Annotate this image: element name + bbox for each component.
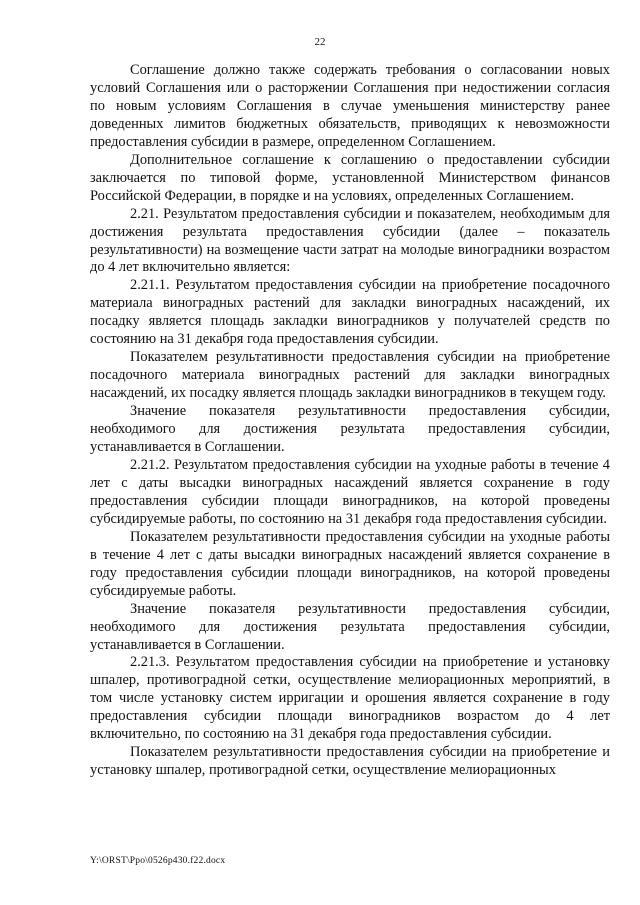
paragraph-indicator-care-works: Показателем результативности предоставления субсидии на уходные работы в течение 4 лет с даты высадки виноградных насаждений является сохранение в году предоставления субсидии площади виноградников, на которой проведены субсидируемые работы. [90,528,610,599]
paragraph-indicator-trellis: Показателем результативности предоставления субсидии на приобретение и установку шпалер, противоградной сетки, осуществление мелиорационных [90,744,610,779]
paragraph-2-21-1: 2.21.1. Результатом предоставления субсидии на приобретение посадочного материала виноградных растений для закладки виноградных насаждений, их посадку является площадь закладки виноградников у получателей средств по состоянию на 31 декабря года предоставления субсидии. [90,277,610,348]
document-body [90,62,610,780]
paragraph-indicator-planting: Показателем результативности предоставления субсидии на приобретение посадочного материала виноградных растений для закладки виноградных насаждений, их посадку является площадь закладки виноградников в текущем году. [90,349,610,402]
footer-file-path: Y:\ORST\Ppo\0526p430.f22.docx [90,856,226,866]
page-number: 22 [314,36,326,48]
paragraph-indicator-value-1: Значение показателя результативности предоставления субсидии, необходимого для достижения результата предоставления субсидии, устанавливается в Соглашении. [90,403,610,456]
paragraph-supplementary-agreement: Дополнительное соглашение к соглашению о предоставлении субсидии заключается по типовой форме, установленной Министерством финансов Российской Федерации, в порядке и на условиях, определенных Соглашением. [90,151,610,204]
paragraph-agreement-terms: Соглашение должно также содержать требования о согласовании новых условий Соглашения или о расторжении Соглашения при недостижении согласия по новым условиям Соглашения в случае уменьшения министерству ранее доведенных лимитов бюджетных обязательств, приводящих к невозможности предоставления субсидии в размере, определенном Соглашением. [90,62,610,150]
paragraph-2-21-2: 2.21.2. Результатом предоставления субсидии на уходные работы в течение 4 лет с даты высадки виноградных насаждений является сохранение в году предоставления субсидии площади виноградников, на которой проведены субсидируемые работы, по состоянию на 31 декабря года предоставления субсидии. [90,456,610,527]
paragraph-2-21-3: 2.21.3. Результатом предоставления субсидии на приобретение и установку шпалер, противоградной сетки, осуществление мелиорационных мероприятий, в том числе установку систем ирригации и орошения является сохранение в году предоставления субсидии площади виноградников возрастом до 4 лет включительно, по состоянию на 31 декабря года предоставления субсидии. [90,654,610,743]
paragraph-indicator-value-2: Значение показателя результативности предоставления субсидии, необходимого для достижения результата предоставления субсидии, устанавливается в Соглашении. [90,600,610,653]
paragraph-2-21: 2.21. Результатом предоставления субсидии и показателем, необходимым для достижения результата предоставления субсидии (далее – показатель результативности) на возмещение части затрат на молодые виноградники возрастом до 4 лет включительно является: [90,205,610,276]
